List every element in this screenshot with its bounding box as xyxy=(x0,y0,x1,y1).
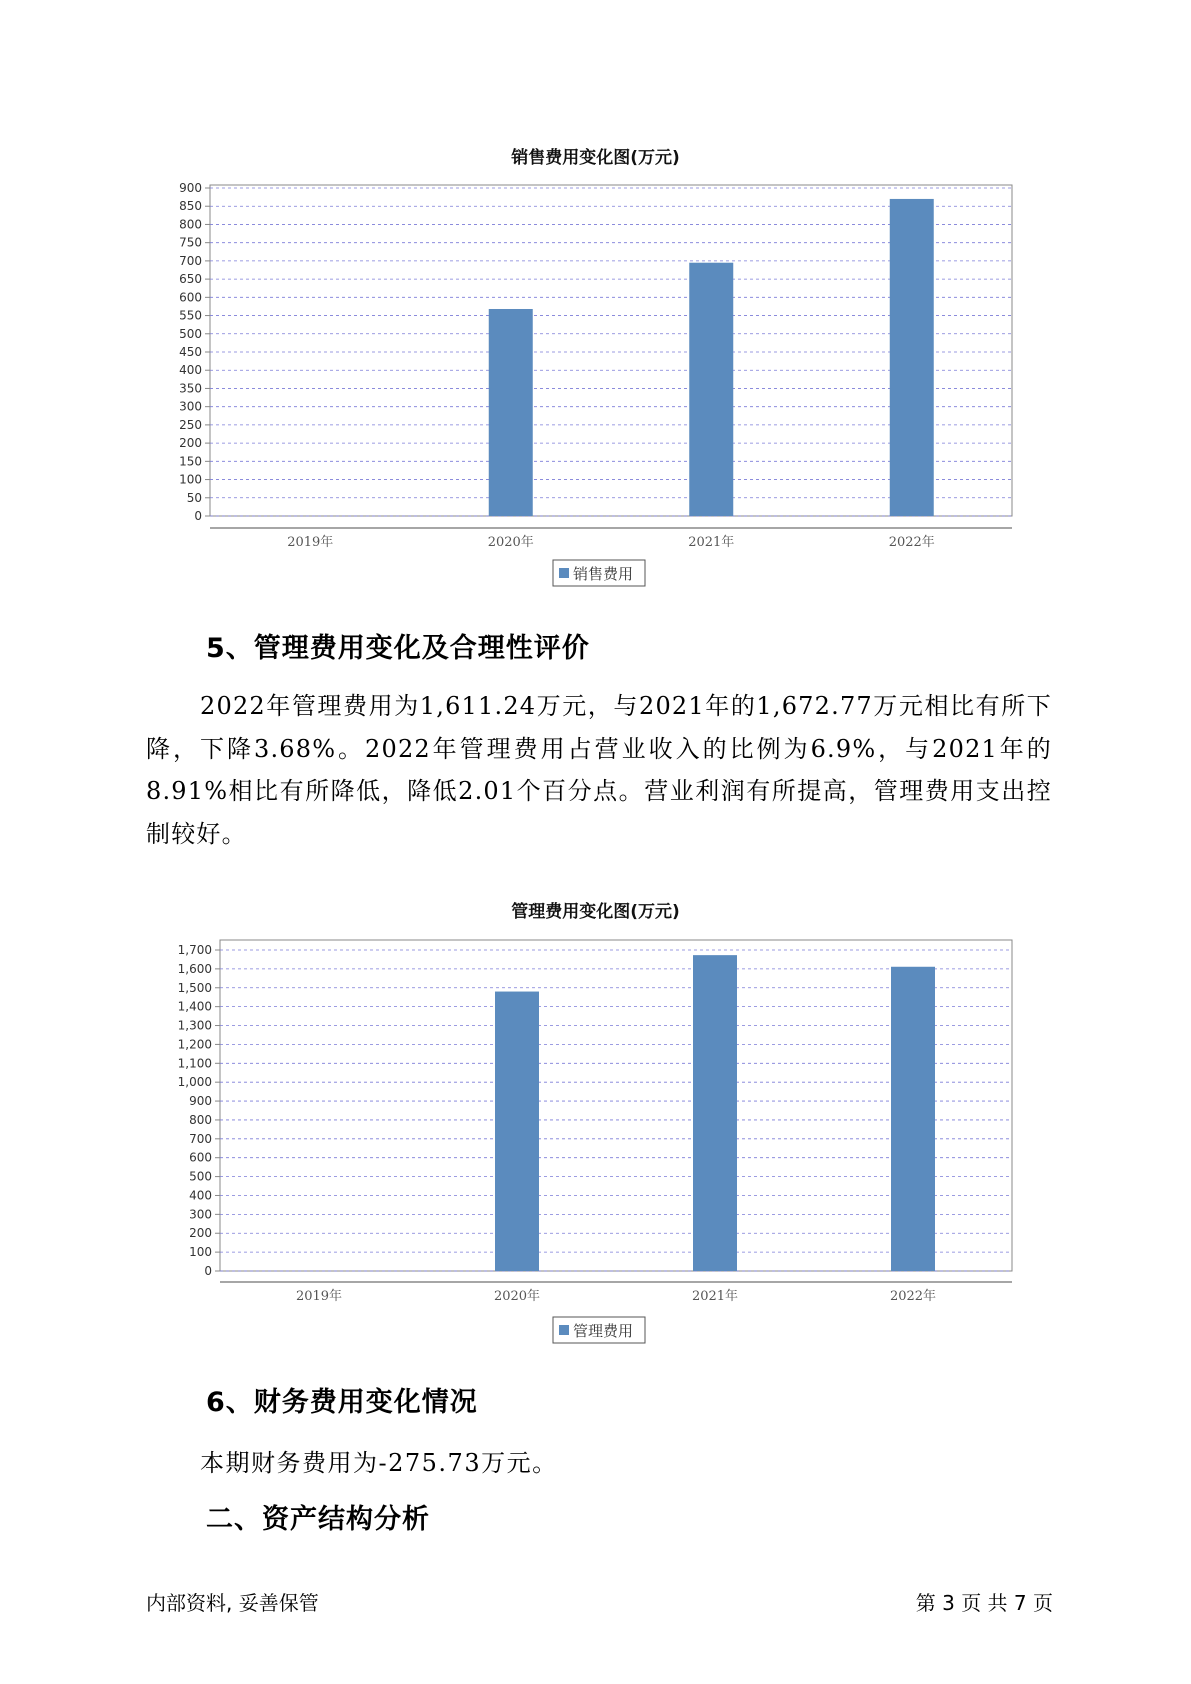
body-text: 本期财务费用为-275.73万元。 xyxy=(200,1449,558,1477)
y-tick-label: 300 xyxy=(179,399,202,414)
y-tick-label: 800 xyxy=(189,1112,212,1127)
legend-label: 管理费用 xyxy=(573,1322,634,1340)
chart-title: 销售费用变化图(万元) xyxy=(511,148,680,168)
y-tick-label: 200 xyxy=(189,1226,212,1241)
legend-label: 销售费用 xyxy=(573,565,634,583)
y-tick-label: 1,500 xyxy=(177,980,212,995)
y-tick-label: 450 xyxy=(179,345,202,359)
y-tick-label: 150 xyxy=(179,454,202,469)
section-heading: 6、财务费用变化情况 xyxy=(206,1387,478,1418)
x-tick-label: 2021年 xyxy=(688,535,735,550)
y-tick-label: 1,400 xyxy=(177,999,212,1014)
y-tick-label: 400 xyxy=(179,363,202,378)
y-tick-label: 500 xyxy=(189,1169,212,1184)
y-tick-label: 100 xyxy=(179,472,202,487)
y-tick-label: 750 xyxy=(179,235,202,250)
footer-confidential: 内部资料, 妥善保管 xyxy=(146,1591,319,1615)
section-heading: 5、管理费用变化及合理性评价 xyxy=(206,633,590,664)
y-tick-label: 900 xyxy=(179,181,202,195)
y-tick-label: 600 xyxy=(189,1150,212,1165)
y-tick-label: 800 xyxy=(179,217,202,232)
legend-swatch xyxy=(559,1325,569,1335)
y-tick-label: 850 xyxy=(179,199,202,214)
x-tick-label: 2020年 xyxy=(493,1289,541,1304)
y-tick-label: 100 xyxy=(189,1245,212,1260)
y-tick-label: 0 xyxy=(204,1264,212,1278)
y-tick-label: 550 xyxy=(179,308,202,323)
y-tick-label: 1,600 xyxy=(177,961,212,976)
y-tick-label: 1,700 xyxy=(177,943,212,957)
y-tick-label: 500 xyxy=(179,326,202,341)
y-tick-label: 350 xyxy=(179,381,202,396)
x-tick-label: 2022年 xyxy=(889,1289,937,1304)
y-tick-label: 400 xyxy=(189,1188,212,1203)
body-paragraph: 2022年管理费用为1,611.24万元，与2021年的1,672.77万元相比有所下降，下降3.68%。2022年管理费用占营业收入的比例为6.9%，与2021年的8.91%相比有所降低，降低2.01个百分点。营业利润有所提高，管理费用支出控制较好。 xyxy=(146,692,1052,848)
x-tick-label: 2022年 xyxy=(888,535,935,550)
y-tick-label: 200 xyxy=(179,436,202,451)
y-tick-label: 50 xyxy=(186,490,202,505)
x-tick-label: 2019年 xyxy=(287,535,334,550)
bar xyxy=(693,955,737,1271)
x-tick-label: 2021年 xyxy=(691,1289,739,1304)
y-tick-label: 0 xyxy=(194,509,202,523)
y-tick-label: 1,200 xyxy=(177,1037,212,1052)
footer-page-number: 第 3 页 共 7 页 xyxy=(915,1591,1053,1615)
y-tick-label: 700 xyxy=(179,253,202,268)
bar xyxy=(495,992,539,1271)
x-tick-label: 2020年 xyxy=(487,535,534,550)
y-tick-label: 300 xyxy=(189,1207,212,1222)
y-tick-label: 250 xyxy=(179,417,202,432)
y-tick-label: 1,000 xyxy=(177,1075,212,1090)
chart-title: 管理费用变化图(万元) xyxy=(511,902,680,922)
y-tick-label: 1,100 xyxy=(177,1056,212,1071)
y-tick-label: 900 xyxy=(189,1094,212,1109)
y-tick-label: 600 xyxy=(179,290,202,305)
y-tick-label: 700 xyxy=(189,1131,212,1146)
x-tick-label: 2019年 xyxy=(295,1289,343,1304)
y-tick-label: 650 xyxy=(179,272,202,287)
bar xyxy=(891,967,935,1271)
y-tick-label: 1,300 xyxy=(177,1018,212,1033)
section-heading: 二、资产结构分析 xyxy=(206,1504,430,1535)
